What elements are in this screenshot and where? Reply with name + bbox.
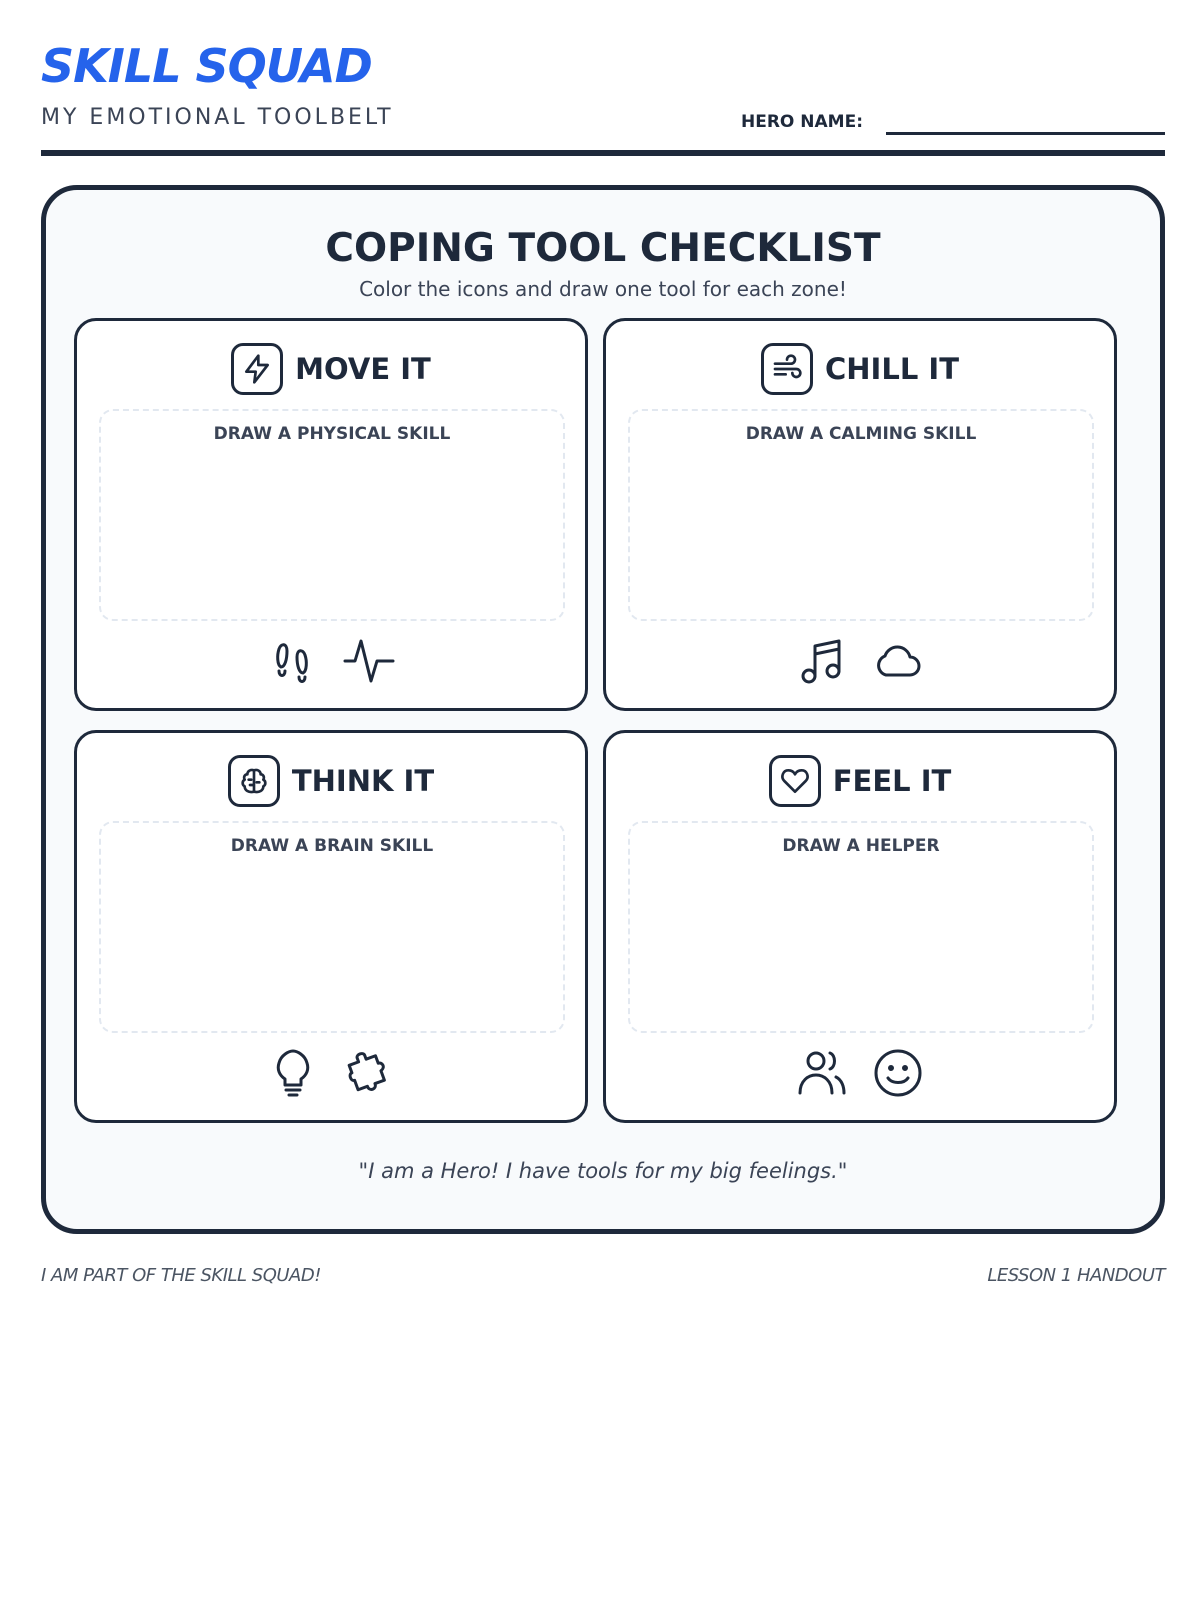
zone-icons bbox=[77, 633, 585, 689]
zone-header bbox=[77, 341, 585, 397]
zone-title: THINK IT bbox=[291, 764, 435, 798]
drawing-area[interactable] bbox=[628, 821, 1094, 1033]
zone-icons bbox=[606, 633, 1114, 689]
zone-move-it bbox=[74, 318, 588, 711]
drawing-prompt: DRAW A BRAIN SKILL bbox=[230, 836, 434, 856]
brand-subtitle: MY EMOTIONAL TOOLBELT bbox=[41, 105, 394, 130]
zone-icons bbox=[606, 1045, 1114, 1101]
cloud-icon bbox=[872, 635, 924, 687]
hero-quote: "I am a Hero! I have tools for my big feelings." bbox=[358, 1159, 848, 1183]
panel-title: COPING TOOL CHECKLIST bbox=[325, 226, 881, 271]
zone-title: MOVE IT bbox=[295, 352, 431, 386]
drawing-prompt: DRAW A PHYSICAL SKILL bbox=[213, 424, 451, 444]
lightbulb-icon bbox=[267, 1047, 319, 1099]
page-header bbox=[41, 38, 1165, 158]
zone-icons bbox=[77, 1045, 585, 1101]
footprints-icon bbox=[267, 635, 319, 687]
smiley-icon bbox=[872, 1047, 924, 1099]
heart-icon bbox=[769, 755, 821, 807]
panel-subtitle: Color the icons and draw one tool for each zone! bbox=[359, 277, 847, 301]
zone-feel-it bbox=[603, 730, 1117, 1123]
zone-header bbox=[606, 753, 1114, 809]
drawing-prompt: DRAW A HELPER bbox=[782, 836, 940, 856]
hero-name-label: HERO NAME: bbox=[741, 112, 864, 132]
wind-icon bbox=[761, 343, 813, 395]
header-divider bbox=[41, 150, 1165, 156]
puzzle-icon bbox=[343, 1047, 395, 1099]
drawing-area[interactable] bbox=[628, 409, 1094, 621]
zone-header bbox=[77, 753, 585, 809]
drawing-prompt: DRAW A CALMING SKILL bbox=[745, 424, 977, 444]
zone-title: FEEL IT bbox=[832, 764, 952, 798]
footer-left-text: I AM PART OF THE SKILL SQUAD! bbox=[41, 1265, 321, 1286]
zone-chill-it bbox=[603, 318, 1117, 711]
zone-title: CHILL IT bbox=[825, 352, 959, 386]
hero-name-field[interactable] bbox=[886, 132, 1165, 135]
zone-header bbox=[606, 341, 1114, 397]
drawing-area[interactable] bbox=[99, 409, 565, 621]
zone-think-it bbox=[74, 730, 588, 1123]
footer-right-text: LESSON 1 HANDOUT bbox=[987, 1265, 1165, 1286]
heartbeat-icon bbox=[343, 635, 395, 687]
music-note-icon bbox=[796, 635, 848, 687]
people-icon bbox=[796, 1047, 848, 1099]
brain-icon bbox=[228, 755, 280, 807]
brand-title: SKILL SQUAD bbox=[41, 39, 372, 93]
checklist-panel bbox=[41, 185, 1165, 1234]
lightning-icon bbox=[231, 343, 283, 395]
drawing-area[interactable] bbox=[99, 821, 565, 1033]
